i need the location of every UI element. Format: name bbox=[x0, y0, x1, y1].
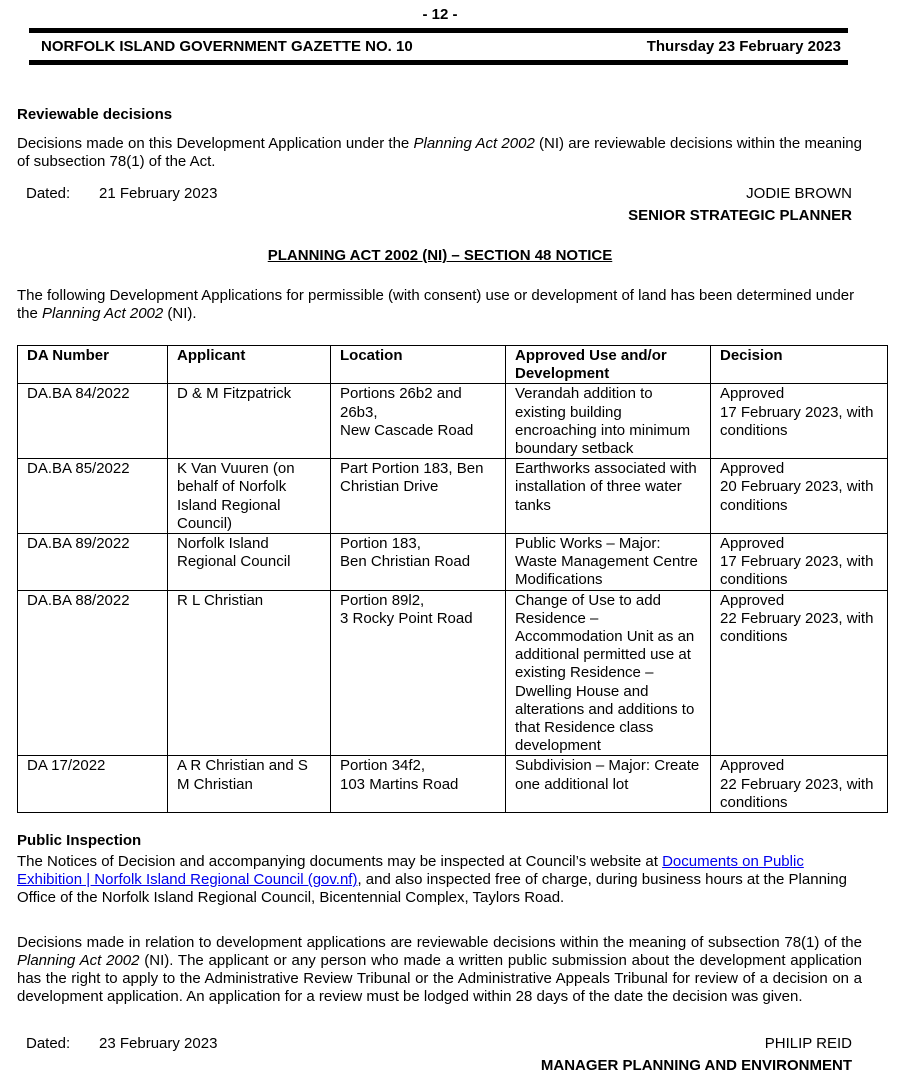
act-name: Planning Act 2002 bbox=[413, 135, 535, 152]
review-rights-text-after: (NI). The applicant or any person who made a written public submission about the development application has the right to apply to the Administrative Review Tribunal or the Administrative Appeals Tribunal for review of a decision on a development application. An application for a review must be lodged within 28 days of the date the decision was given. bbox=[17, 952, 863, 1005]
notice-intro-before: The following Development Applications for permissible (with consent) use or development of land has been determined under the bbox=[17, 287, 855, 322]
table-row bbox=[18, 459, 888, 534]
reviewable-text-before: Decisions made on this Development Application under the bbox=[17, 135, 414, 152]
cell-applicant: R L Christian bbox=[168, 590, 331, 756]
development-applications-table bbox=[17, 345, 888, 813]
notice-intro-after: (NI). bbox=[163, 305, 197, 322]
signatory-name: PHILIP REID bbox=[764, 1035, 852, 1052]
review-rights-paragraph bbox=[17, 934, 862, 1006]
signatory-title: MANAGER PLANNING AND ENVIRONMENT bbox=[540, 1057, 852, 1074]
cell-da-number: DA 17/2022 bbox=[18, 756, 168, 813]
cell-location: Portion 34f2, 103 Martins Road bbox=[331, 756, 506, 813]
public-inspection-heading: Public Inspection bbox=[17, 832, 142, 849]
cell-approved-use: Earthworks associated with installation of three water tanks bbox=[506, 459, 711, 534]
cell-location: Part Portion 183, Ben Christian Drive bbox=[331, 459, 506, 534]
header-bottom-rule bbox=[29, 60, 848, 65]
cell-da-number: DA.BA 88/2022 bbox=[18, 590, 168, 756]
cell-applicant: Norfolk Island Regional Council bbox=[168, 534, 331, 591]
cell-applicant: A R Christian and S M Christian bbox=[168, 756, 331, 813]
table-row bbox=[18, 756, 888, 813]
act-name: Planning Act 2002 bbox=[42, 305, 164, 322]
cell-decision: Approved 17 February 2023, with conditions bbox=[711, 534, 888, 591]
column-header-location: Location bbox=[331, 346, 506, 384]
dated-date: 21 February 2023 bbox=[99, 185, 218, 202]
table-row bbox=[18, 534, 888, 591]
dated-label: Dated: bbox=[26, 1035, 71, 1052]
table-header-row bbox=[18, 346, 888, 384]
cell-approved-use: Verandah addition to existing building encroaching into minimum boundary setback bbox=[506, 384, 711, 459]
column-header-da-number: DA Number bbox=[18, 346, 168, 384]
cell-da-number: DA.BA 85/2022 bbox=[18, 459, 168, 534]
notice-intro-paragraph bbox=[17, 287, 862, 323]
column-header-applicant: Applicant bbox=[168, 346, 331, 384]
cell-da-number: DA.BA 89/2022 bbox=[18, 534, 168, 591]
table-row bbox=[18, 590, 888, 756]
cell-decision: Approved 20 February 2023, with conditions bbox=[711, 459, 888, 534]
page-number: - 12 - bbox=[422, 6, 458, 23]
cell-da-number: DA.BA 84/2022 bbox=[18, 384, 168, 459]
column-header-approved-use: Approved Use and/or Development bbox=[506, 346, 711, 384]
cell-decision: Approved 22 February 2023, with conditions bbox=[711, 756, 888, 813]
review-rights-text-before: Decisions made in relation to development applications are reviewable decisions within the meaning of subsection 78(1) of the bbox=[17, 934, 862, 951]
cell-applicant: D & M Fitzpatrick bbox=[168, 384, 331, 459]
cell-decision: Approved 17 February 2023, with conditions bbox=[711, 384, 888, 459]
reviewable-decisions-paragraph bbox=[17, 135, 862, 171]
gazette-title: NORFOLK ISLAND GOVERNMENT GAZETTE NO. 10 bbox=[41, 38, 413, 55]
cell-approved-use: Change of Use to add Residence – Accommodation Unit as an additional permitted use at existing Residence – Dwelling House and alterations and additions to that Residence class development bbox=[506, 590, 711, 756]
column-header-decision: Decision bbox=[711, 346, 888, 384]
gazette-date: Thursday 23 February 2023 bbox=[646, 38, 841, 55]
cell-applicant: K Van Vuuren (on behalf of Norfolk Island Regional Council) bbox=[168, 459, 331, 534]
cell-decision: Approved 22 February 2023, with conditions bbox=[711, 590, 888, 756]
section-48-notice-heading: PLANNING ACT 2002 (NI) – SECTION 48 NOTICE bbox=[267, 247, 613, 264]
cell-approved-use: Subdivision – Major: Create one additional lot bbox=[506, 756, 711, 813]
table-row bbox=[18, 384, 888, 459]
cell-location: Portions 26b2 and 26b3, New Cascade Road bbox=[331, 384, 506, 459]
reviewable-decisions-heading: Reviewable decisions bbox=[17, 106, 173, 123]
act-name: Planning Act 2002 bbox=[17, 952, 140, 969]
cell-location: Portion 89l2, 3 Rocky Point Road bbox=[331, 590, 506, 756]
cell-location: Portion 183, Ben Christian Road bbox=[331, 534, 506, 591]
signatory-name: JODIE BROWN bbox=[746, 185, 852, 202]
dated-date: 23 February 2023 bbox=[99, 1035, 218, 1052]
reviewable-text-after: (NI) are reviewable decisions within the meaning of subsection 78(1) of the Act. bbox=[17, 135, 862, 170]
dated-label: Dated: bbox=[26, 185, 71, 202]
public-inspection-paragraph bbox=[17, 853, 862, 907]
public-inspection-text-before: The Notices of Decision and accompanying documents may be inspected at Council’s website at bbox=[17, 853, 663, 870]
gazette-masthead bbox=[41, 38, 841, 55]
signatory-title: SENIOR STRATEGIC PLANNER bbox=[628, 207, 852, 224]
public-inspection-text-after: , and also inspected free of charge, during business hours at the Planning Office of the Norfolk Island Regional Council, Bicentennial Complex, Taylors Road. bbox=[17, 871, 847, 906]
header-top-rule bbox=[29, 28, 848, 33]
public-exhibition-link[interactable]: Documents on Public Exhibition | Norfolk Island Regional Council (gov.nf) bbox=[17, 853, 804, 888]
cell-approved-use: Public Works – Major: Waste Management Centre Modifications bbox=[506, 534, 711, 591]
